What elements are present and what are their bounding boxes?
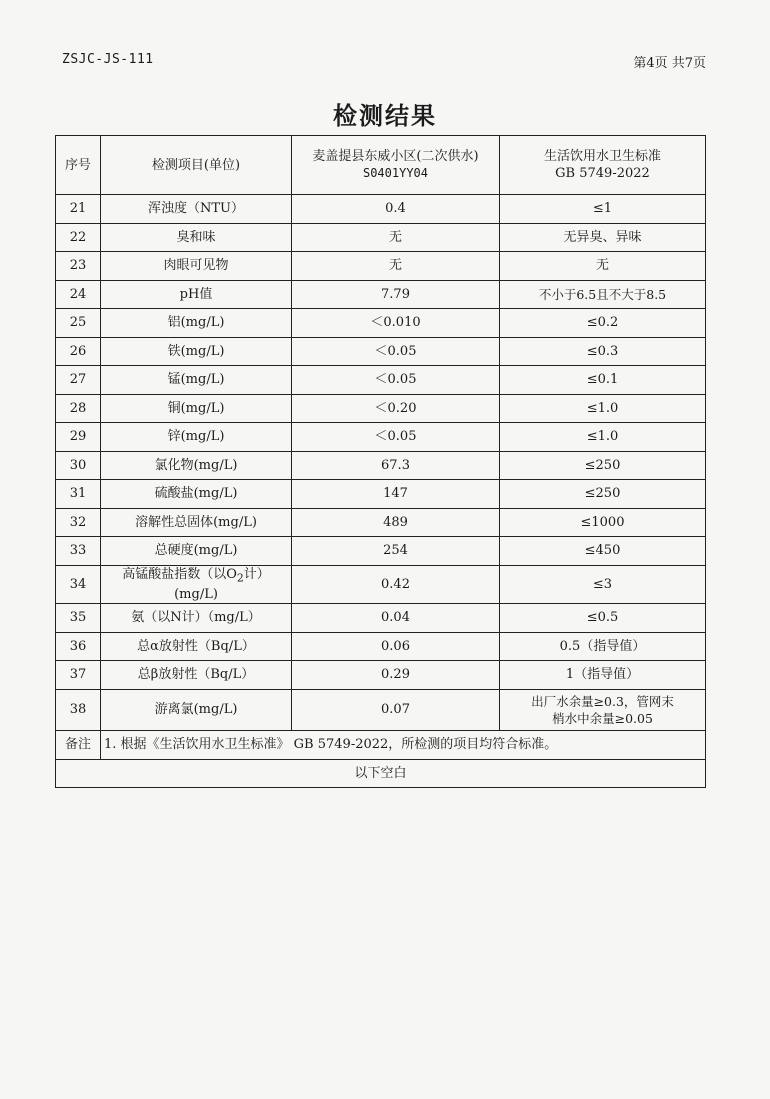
row-item: 溶解性总固体(mg/L)	[101, 508, 292, 537]
header-standard-name: 生活饮用水卫生标准	[543, 149, 661, 164]
row-limit: 不小于6.5且不大于8.5	[500, 280, 706, 309]
row-limit: ≤1000	[500, 508, 706, 537]
page-number: 第4页 共7页	[633, 56, 706, 71]
table-row	[56, 394, 706, 423]
row-item-text: 高锰酸盐指数（以O	[122, 566, 237, 582]
row-limit: 无	[500, 252, 706, 281]
end-of-table-text: 以下空白	[56, 759, 706, 787]
row-result: 7.79	[292, 280, 500, 309]
table-row	[56, 195, 706, 224]
row-result: 无	[292, 252, 500, 281]
table-header-row	[56, 136, 706, 195]
row-limit: ≤1.0	[500, 423, 706, 452]
header-sample-id: S0401YY04	[362, 166, 429, 180]
row-result: ＜0.05	[292, 337, 500, 366]
row-index: 34	[56, 565, 101, 604]
row-limit-line2: 梢水中余量≥0.05	[552, 710, 653, 726]
row-result: 0.42	[292, 565, 500, 604]
row-index: 30	[56, 451, 101, 480]
row-limit: ≤1	[500, 195, 706, 224]
row-index: 37	[56, 661, 101, 690]
row-index: 29	[56, 423, 101, 452]
row-index: 38	[56, 689, 101, 730]
row-result: 0.4	[292, 195, 500, 224]
row-item: 游离氯(mg/L)	[101, 689, 292, 730]
row-item: 肉眼可见物	[101, 252, 292, 281]
row-limit: 1（指导值）	[500, 661, 706, 690]
row-item: 臭和味	[101, 223, 292, 252]
row-result: 0.06	[292, 632, 500, 661]
row-result: 0.07	[292, 689, 500, 730]
row-limit-line1: 出厂水余量≥0.3，管网末	[531, 693, 674, 709]
row-item	[101, 565, 292, 604]
row-result: ＜0.20	[292, 394, 500, 423]
row-item: 铝(mg/L)	[101, 309, 292, 338]
table-row	[56, 604, 706, 633]
row-index: 24	[56, 280, 101, 309]
row-index: 27	[56, 366, 101, 395]
row-item: 氯化物(mg/L)	[101, 451, 292, 480]
table-row	[56, 480, 706, 509]
row-limit: ≤0.2	[500, 309, 706, 338]
row-item-line2: (mg/L)	[174, 587, 218, 603]
row-limit: ≤0.5	[500, 604, 706, 633]
table-row	[56, 565, 706, 604]
row-index: 33	[56, 537, 101, 566]
row-result: ＜0.05	[292, 366, 500, 395]
row-index: 21	[56, 195, 101, 224]
table-row	[56, 309, 706, 338]
table-row	[56, 366, 706, 395]
row-item: 浑浊度（NTU）	[101, 195, 292, 224]
row-result: 0.04	[292, 604, 500, 633]
row-limit: ≤3	[500, 565, 706, 604]
row-limit: 无异臭、异味	[500, 223, 706, 252]
row-item: 铁(mg/L)	[101, 337, 292, 366]
row-item: 铜(mg/L)	[101, 394, 292, 423]
header-sample-name: 麦盖提县东威小区(二次供水)	[312, 149, 479, 164]
row-item: 锰(mg/L)	[101, 366, 292, 395]
row-index: 36	[56, 632, 101, 661]
header-sample	[292, 136, 500, 195]
row-index: 22	[56, 223, 101, 252]
row-result: 67.3	[292, 451, 500, 480]
row-result: 489	[292, 508, 500, 537]
results-table	[55, 135, 706, 788]
row-item-text-end: 计）	[243, 566, 270, 582]
row-item: pH值	[101, 280, 292, 309]
row-index: 26	[56, 337, 101, 366]
header-index: 序号	[56, 136, 101, 195]
table-row	[56, 337, 706, 366]
table-row	[56, 689, 706, 730]
row-limit: ≤250	[500, 451, 706, 480]
row-index: 25	[56, 309, 101, 338]
row-item: 硫酸盐(mg/L)	[101, 480, 292, 509]
table-row	[56, 632, 706, 661]
row-limit: ≤0.1	[500, 366, 706, 395]
row-result: 254	[292, 537, 500, 566]
row-item-subscript: 2	[236, 571, 244, 585]
row-index: 28	[56, 394, 101, 423]
row-index: 35	[56, 604, 101, 633]
row-item: 总α放射性（Bq/L）	[101, 632, 292, 661]
row-limit: ≤1.0	[500, 394, 706, 423]
document-code: ZSJC-JS-111	[62, 52, 154, 67]
row-index: 32	[56, 508, 101, 537]
table-row	[56, 252, 706, 281]
row-limit: ≤250	[500, 480, 706, 509]
table-row	[56, 423, 706, 452]
table-row	[56, 451, 706, 480]
row-limit	[500, 689, 706, 730]
header-standard-code: GB 5749-2022	[555, 166, 650, 181]
page-title: 检测结果	[333, 102, 437, 130]
row-index: 31	[56, 480, 101, 509]
table-row	[56, 537, 706, 566]
row-result: 0.29	[292, 661, 500, 690]
row-limit: ≤0.3	[500, 337, 706, 366]
table-row	[56, 508, 706, 537]
row-result: ＜0.05	[292, 423, 500, 452]
header-standard	[500, 136, 706, 195]
row-result: 147	[292, 480, 500, 509]
table-row	[56, 223, 706, 252]
row-item: 总硬度(mg/L)	[101, 537, 292, 566]
row-item: 锌(mg/L)	[101, 423, 292, 452]
row-item: 总β放射性（Bq/L）	[101, 661, 292, 690]
row-item-line1	[104, 566, 288, 587]
row-result: 无	[292, 223, 500, 252]
header-item: 检测项目(单位)	[101, 136, 292, 195]
row-limit: 0.5（指导值）	[500, 632, 706, 661]
note-row	[56, 730, 706, 759]
table-row	[56, 280, 706, 309]
table-row	[56, 661, 706, 690]
row-index: 23	[56, 252, 101, 281]
row-item: 氨（以N计）（mg/L）	[101, 604, 292, 633]
note-text: 1. 根据《生活饮用水卫生标准》 GB 5749-2022，所检测的项目均符合标准。	[101, 730, 706, 759]
row-result: ＜0.010	[292, 309, 500, 338]
end-row	[56, 759, 706, 787]
row-limit: ≤450	[500, 537, 706, 566]
note-label: 备注	[56, 730, 101, 759]
